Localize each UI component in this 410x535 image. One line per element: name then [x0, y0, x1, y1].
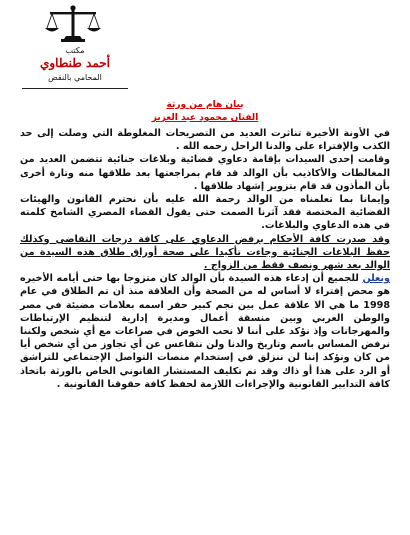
lawyer-title: المحامي بالنقض [48, 73, 102, 82]
paragraph-5 [20, 272, 390, 391]
paragraph-3: وإيمانا بما تعلمناه من الوالد رحمة الله عليه بأن نحترم القانون والهيئات القضائية المختصة فقد آثرنا الصمت حتى يقول القضاء المصري الشامخ كلمته في هذه الدعاوي والبلاغات. [20, 194, 390, 232]
scales-of-justice-icon [42, 4, 104, 44]
paragraph-5-text: للجميع أن إدعاء هذه السيدة بأن الوالد كان متزوجا بها حتى أيامه الأخيره هو محض إفتراء لا أساس له من الصحة وأن العلاقة منذ أن تم الطلاق في عام 1998 ما هي الا علاقة عمل بين نجم كبير حفر اسمه بعلامات مضيئة في مصر والوطن العربي وبين منسقة أعمال ومديرة إدارية لتنظيم الإرتباطات والمهرجانات وإذ نؤكد على أننا لا نحب الخوض في صراعات مع أي شخص ولكننا نرفض المساس باسم وتاريخ والدنا ولن نتقاعس عن أي تجاوز من أي شخص أيا من كان ونؤكد إننا لن ننزلق في إستخدام منصات التواصل الإجتماعي للتراشق أو الرد على هذا أو ذاك وقد تم تكليف المستشار القانوني الخاص بالورثة باتخاذ كافة التدابير القانونية والإجراءات اللازمة لحفظ كافة حقوقنا القانونية . [20, 273, 390, 390]
statement-body [20, 127, 390, 391]
document-title-line-1: بيان هام من ورثة [166, 100, 244, 110]
lawyer-name: أحمد طنطاوي [39, 56, 111, 70]
letterhead-divider [22, 88, 128, 89]
document-title-line-2: الفنان محمود عبد العزيز [151, 113, 259, 123]
paragraph-1: في الأونة الأخيرة تناثرت العديد من التصريحات المغلوطة التي وصلت إلى حد الكذب والإفتراء على والدنا الراحل رحمه الله . [20, 128, 390, 153]
paragraph-5-lead: ونعلن [362, 273, 390, 285]
paragraph-2: وقامت إحدى السيدات بإقامة دعاوي قضائية وبلاغات جنائية تتضمن العديد من المغالطات والأكاذيب بأن الوالد قد قام بمراجعتها بعد طلاقها منه وتارة أخرى بأن المأذون قد قام بتزوير إشهاد طلاقها . [20, 154, 390, 192]
paragraph-4-underlined: وقد صدرت كافة الأحكام برفض الدعاوي على كافة درجات التقاضي وكذلك حفظ البلاغات الجنائية وجاءت تأكيدا على صحة أوراق طلاق هذه السيدة من الوالد بعد شهر ونصف فقط من الزواج . [20, 233, 390, 272]
office-label: مكتب [65, 46, 85, 55]
